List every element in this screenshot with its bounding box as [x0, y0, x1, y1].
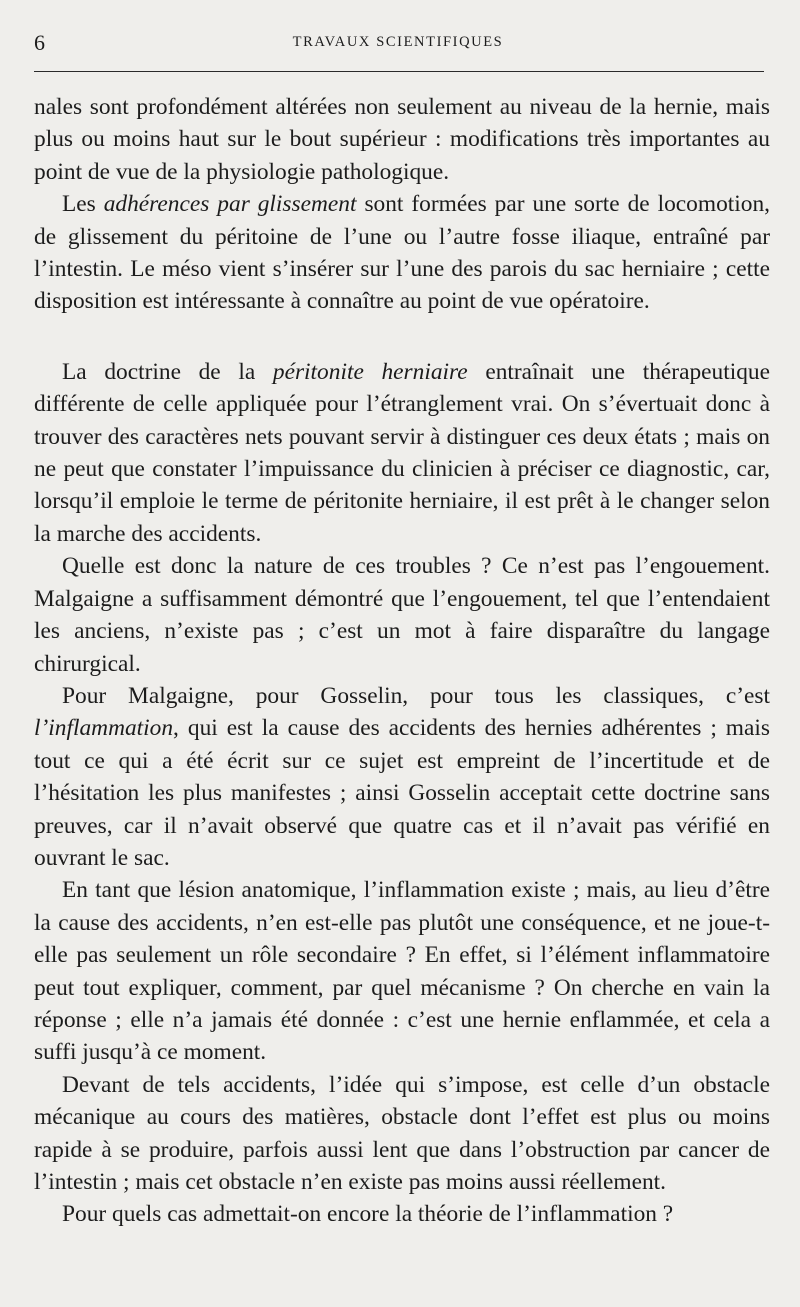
header-rule — [34, 71, 764, 72]
running-title: TRAVAUX SCIENTIFIQUES — [292, 34, 504, 50]
emphasis-peritonite: péritonite herniaire — [272, 358, 468, 385]
paragraph-adherences-glissement: Les adhérences par glissement sont formées par une sorte de locomotion, de glissement du péritoine de l’une ou l’autre fosse iliaque, entraîné par l’intestin. Le méso vient s’insérer sur l’une des parois du sac herniaire ; cette disposition est intéressante à connaître au point de vue opératoire. — [34, 191, 770, 315]
body-text — [34, 91, 770, 1231]
paragraph-continuation: nales sont profondément altérées non seulement au niveau de la hernie, mais plus ou moins haut sur le bout supérieur : modifications très importantes au point de vue de la physiologie pathologique. — [34, 94, 770, 185]
paragraph-theorie-inflammation: Pour quels cas admettait-on encore la théorie de l’inflammation ? — [62, 1201, 674, 1228]
paragraph-peritonite-herniaire: La doctrine de la péritonite herniaire entraînait une thérapeutique différente de celle appliquée pour l’étranglement vrai. On s’évertuait donc à trouver des caractères nets pouvant servir à distinguer ces deux états ; mais on ne peut que constater l’impuissance du clinicien à préciser ce diagnostic, car, lorsqu’il emploie le terme de péritonite herniaire, il est prêt à le changer selon la marche des accidents. — [34, 358, 771, 547]
paragraph-obstacle-mecanique: Devant de tels accidents, l’idée qui s’impose, est celle d’un obstacle mécanique au cours des matières, obstacle dont l’effet est plus ou moins rapide à se produire, parfois aussi lent que dans l’obstruction par cancer de l’intestin ; mais cet obstacle n’en existe pas moins aussi réellement. — [34, 1071, 770, 1195]
page-header — [34, 30, 762, 58]
paragraph-engouement: Quelle est donc la nature de ces troubles ? Ce n’est pas l’engouement. Malgaigne a suffisamment démontré que l’engouement, tel que l’entendaient les anciens, n’existe pas ; c’est un mot à faire disparaître du langage chirurgical. — [34, 553, 770, 677]
paragraph-lesion-anatomique: En tant que lésion anatomique, l’inflammation existe ; mais, au lieu d’être la cause des accidents, n’en est-elle pas plutôt une conséquence, et ne joue-t-elle pas seulement un rôle secondaire ? En effet, si l’élément inflammatoire peut tout expliquer, comment, par quel mécanisme ? On cherche en vain la réponse ; elle n’a jamais été donnée : c’est une hernie enflammée, et cela a suffi jusqu’à ce moment. — [34, 877, 770, 1066]
emphasis-inflammation: l’inflammation — [34, 715, 174, 742]
paragraph-inflammation: Pour Malgaigne, pour Gosselin, pour tous les classiques, c’est l’inflammation, qui est la cause des accidents des hernies adhérentes ; mais tout ce qui a été écrit sur ce sujet est empreint de l’incertitude et de l’hésitation les plus manifestes ; ainsi Gosselin acceptait cette doctrine sans preuves, car il n’avait observé que quatre cas et il n’avait pas vérifié en ouvrant le sac. — [34, 682, 770, 871]
page-number: 6 — [34, 30, 45, 55]
emphasis-adherences: adhérences par glissement — [103, 191, 357, 218]
